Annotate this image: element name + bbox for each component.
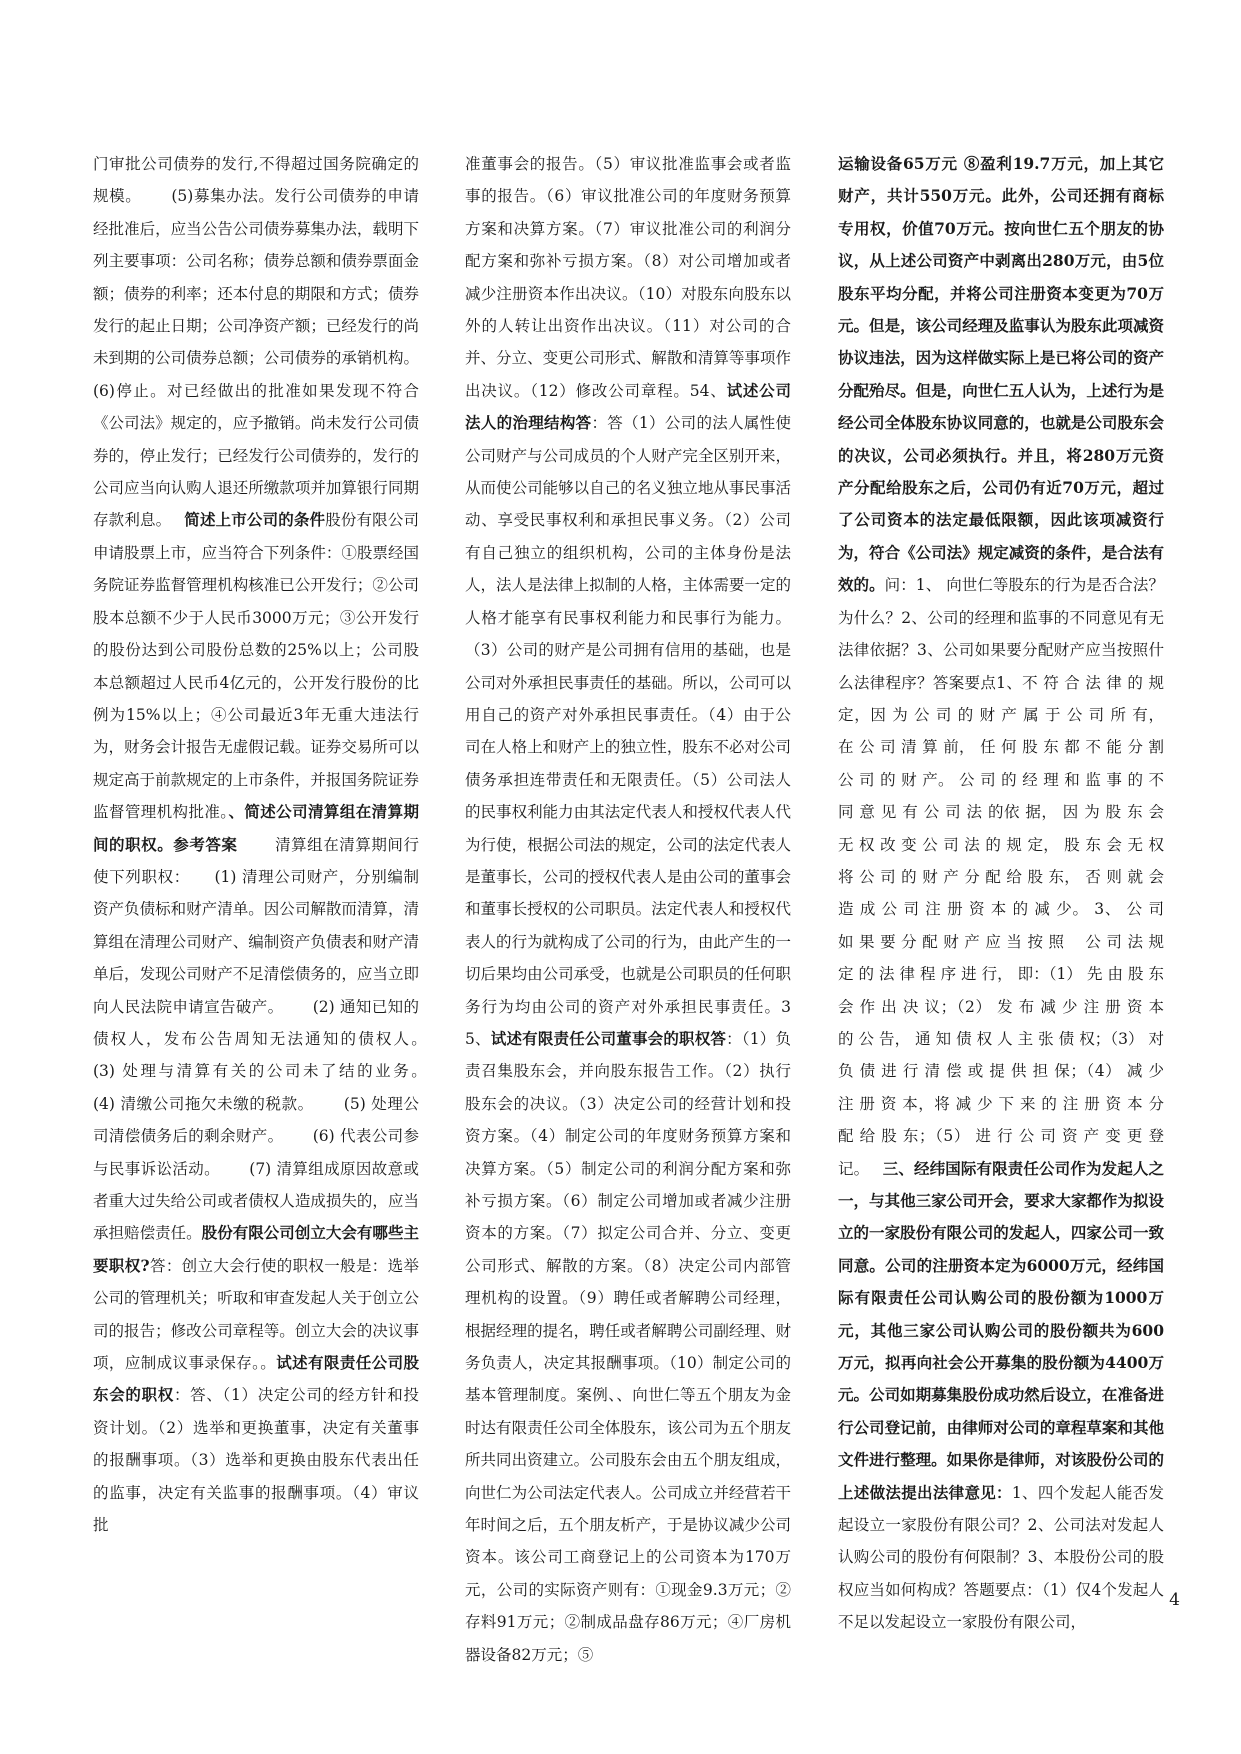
bold-text-run: 运输设备65万元 ⑧盈利19.7万元，加上其它财产，共计550万元。此外，公司还拥有商标专用权，价值70万元。按向世仁五个朋友的协议，从上述公司资产中剥离出280万元，由5位股东平均分配，并将公司注册资本变更为70万元。但是，该公司经理及监事认为股东此项减资协议违法，因为这样做实际上是已将公司的资产分配殆尽。但是，向世仁五人认为，上述行为是经公司全体股东协议同意的，也就是公司股东会的决议，公司必须执行。并且，将280万元资产分配给股东之后，公司仍有近70万元，超过了公司资本的法定最低限额，因此该项减资行为，符合《公司法》规定减资的条件，是合法有效的。 <box>838 154 1164 595</box>
bold-text-run: 试述有限责任公司董事会的职权答 <box>490 1028 727 1048</box>
text-run: 股份有限公司申请股票上市，应当符合下列条件：①股票经国务院证券监督管理机构核准已公开发行；②公司股本总额不少于人民币3000万元；③公开发行的股份达到公司股份总数的25%以上；公司股本总额超过人民币4亿元的，公开发行股份的比例为15%以上；④公司最近3年无重大违法行为，财务会计报告无虚假记载。证券交易所可以规定高于前款规定的上市条件，并报国务院证券监督管理机构批准。 <box>93 511 419 822</box>
column-1-text <box>93 148 455 1541</box>
page-number: 4 <box>1169 1590 1180 1610</box>
column-2-text <box>465 148 791 1671</box>
bold-text-run: 简述上市公司的条件 <box>184 510 326 530</box>
bold-text-run: 试述有限责任公司股东会的职权 <box>93 1353 419 1405</box>
bold-text-run: 股份有限公司创立大会有哪些主要职权? <box>93 1223 419 1275</box>
text-run: ：答（1）公司的法人属性使公司财产与公司成员的个人财产完全区别开来，从而使公司能够以自己的名义独立地从事民事活动、享受民事权利和承担民事义务。（2）公司有自己独立的组织机构，公司的主体身份是法人，法人是法律上拟制的人格，主体需要一定的人格才能享有民事权利能力和民事行为能力。（3）公司的财产是公司拥有信用的基础，也是公司对外承担民事责任的基础。所以，公司可以用自己的资产对外承担民事责任。（4）由于公司在人格上和财产上的独立性，股东不必对公司债务承担连带责任和无限责任。（5）公司法人的民事权利能力由其法定代表人和授权代表人代为行使，根据公司法的规定，公司的法定代表人是董事长，公司的授权代表人是由公司的董事会和董事长授权的公司职员。法定代表人和授权代表人的行为就构成了公司的行为，由此产生的一切后果均由公司承受，也就是公司职员的任何职务行为均由公司的资产对外承担民事责任。35、 <box>465 414 791 1048</box>
text-run: 门审批公司债券的发行,不得超过国务院确定的规模。 (5)募集办法。发行公司债券的申请经批准后，应当公告公司债券募集办法，载明下列主要事项：公司名称；债券总额和债券票面金额；债券的利率；还本付息的期限和方式；债券发行的起止日期；公司净资产额；已经发行的尚未到期的公司债券总额；公司债券的承销机构。(6)停止。对已经做出的批准如果发现不符合《公司法》规定的，应予撤销。尚未发行公司债券的，停止发行；已经发行公司债券的，发行的公司应当向认购人退还所缴款项并加算银行同期存款利息。 <box>93 155 419 530</box>
text-run: ：答、（1）决定公司的经方针和投资计划。（2）选举和更换董事，决定有关董事的报酬事项。（3）选举和更换由股东代表出任的监事，决定有关监事的报酬事项。（4）审议批 <box>93 1386 419 1535</box>
text-run: 问：1、 向世仁等股东的行为是否合法？为什么？2、公司的经理和监事的不同意见有无法律依据？3、公司如果要分配财产应当按照什么法律程序？答案要点1、不 符 合 法 律 的 规 定，因 为 公 司 的 财 产 属 于 公 司 所 有， 在 公 司 清 算 前， 任 何 股 东 都 不 能 分 割 公 司 的 财 产。 公 司 的 经 理 和 监 事 的 不 同 意 见 有 公 司 法 的依 据， 因 为 股 东 会 无 权 改 变 公 司 法 的 规 定， 股 东 会 无 权 将 公 司 的 财 产 分 配 给 股 东， 否 则 就 会 造 成 公 司 注 册 资 本 的 减 少。 3、 公 司 如 果 要 分 配 财 产 应 当 按 照 公 司 法 规 定 的 法 律 程 序 进 行， 即：（1） 先 由 股 东 会 作 出 决 议；（2） 发 布 减 少 注 册 资 本 的 公 告， 通 知 债 权 人 主 张 债 权；（3） 对 负 债 进 行 清 偿 或 提 供 担 保；（4） 减 少 注 册 资 本，将 减 少 下 来 的 注 册 资 本 分 配 给 股 东；（5） 进 行 公 司 资 产 变 更 登 记。 <box>838 576 1164 1178</box>
text-run: 准董事会的报告。（5）审议批准监事会或者监事的报告。（6）审议批准公司的年度财务预算方案和决算方案。（7）审议批准公司的利润分配方案和弥补亏损方案。（8）对公司增加或者减少注册资本作出决议。（10）对股东向股东以外的人转让出资作出决议。（11）对公司的合并、分立、变更公司形式、解散和清算等事项作出决议。（12）修改公司章程。54、 <box>465 155 791 400</box>
bold-text-run: 、简述公司清算组在清算期间的职权。参考答案 <box>93 802 419 854</box>
bold-text-run: 试述公司法人的治理结构答 <box>465 380 791 433</box>
column-3-text <box>838 148 1164 1639</box>
text-run: 1、四个发起人能否发起设立一家股份有限公司？2、公司法对发起人认购公司的股份有何限制？3、本股份公司的股权应当如何构成？答题要点：（1）仅4个发起人不足以发起设立一家股份有限公司， <box>838 1483 1164 1632</box>
text-run: 答：创立大会行使的职权一般是：选举公司的管理机关；听取和审查发起人关于创立公司的报告；修改公司章程等。创立大会的决议事项，应制成议事录保存。。 <box>93 1256 419 1373</box>
text-run: ：（1）负责召集股东会，并向股东报告工作。（2）执行股东会的决议。（3）决定公司的经营计划和投资方案。（4）制定公司的年度财务预算方案和决算方案。（5）制定公司的利润分配方案和弥补亏损方案。（6）制定公司增加或者减少注册资本的方案。（7）拟定公司合并、分立、变更公司形式、解散的方案。（8）决定公司内部管理机构的设置。（9）聘任或者解聘公司经理，根据经理的提名，聘任或者解聘公司副经理、财务负责人，决定其报酬事项。（10）制定公司的基本管理制度。 <box>465 1029 791 1405</box>
text-run: 清算组在清算期间行使下列职权： (1) 清理公司财产，分别编制资产负债标和财产清单。因公司解散而清算，清算组在清理公司财产、编制资产负债表和财产清单后，发现公司财产不足清偿债务的，应当立即向人民法院申请宣告破产。 (2) 通知已知的债权人，发布公告周知无法通知的债权人。 (3) 处理与清算有关的公司未了结的业务。 (4) 清缴公司拖欠未缴的税款。 (5) 处理公司清偿债务后的剩余财产。 (6) 代表公司参与民事诉讼活动。 (7) 清算组成原因故意或者重大过失给公司或者债权人造成损失的，应当承担赔偿责任。 <box>93 835 455 1243</box>
bold-text-run: 三、经纬国际有限责任公司作为发起人之一，与其他三家公司开会，要求大家都作为拟设立的一家股份有限公司的发起人，四家公司一致同意。公司的注册资本定为6000万元，经纬国际有限责任公司认购公司的股份额为1000万元，其他三家公司认购公司的股份额共为600万元，拟再向社会公开募集的股份额为4400万元。公司如期募集股份成功然后设立，在准备进行公司登记前，由律师对公司的章程草案和其他文件进行整理。如果你是律师，对该股份公司的上述做法提出法律意见： <box>838 1158 1164 1502</box>
text-column-2 <box>465 148 791 1664</box>
text-column-1 <box>93 148 455 1628</box>
text-run: 案例、、向世仁等五个朋友为金时达有限责任公司全体股东，该公司为五个朋友所共同出资建立。公司股东会由五个朋友组成，向世仁为公司法定代表人。公司成立并经营若干年时间之后，五个朋友析产，于是协议减少公司资本。该公司工商登记上的公司资本为170万元，公司的实际资产则有：①现金9.3万元；②存料91万元；②制成品盘存86万元；④厂房机器设备82万元；⑤ <box>465 1386 791 1664</box>
text-column-3 <box>838 148 1164 1632</box>
